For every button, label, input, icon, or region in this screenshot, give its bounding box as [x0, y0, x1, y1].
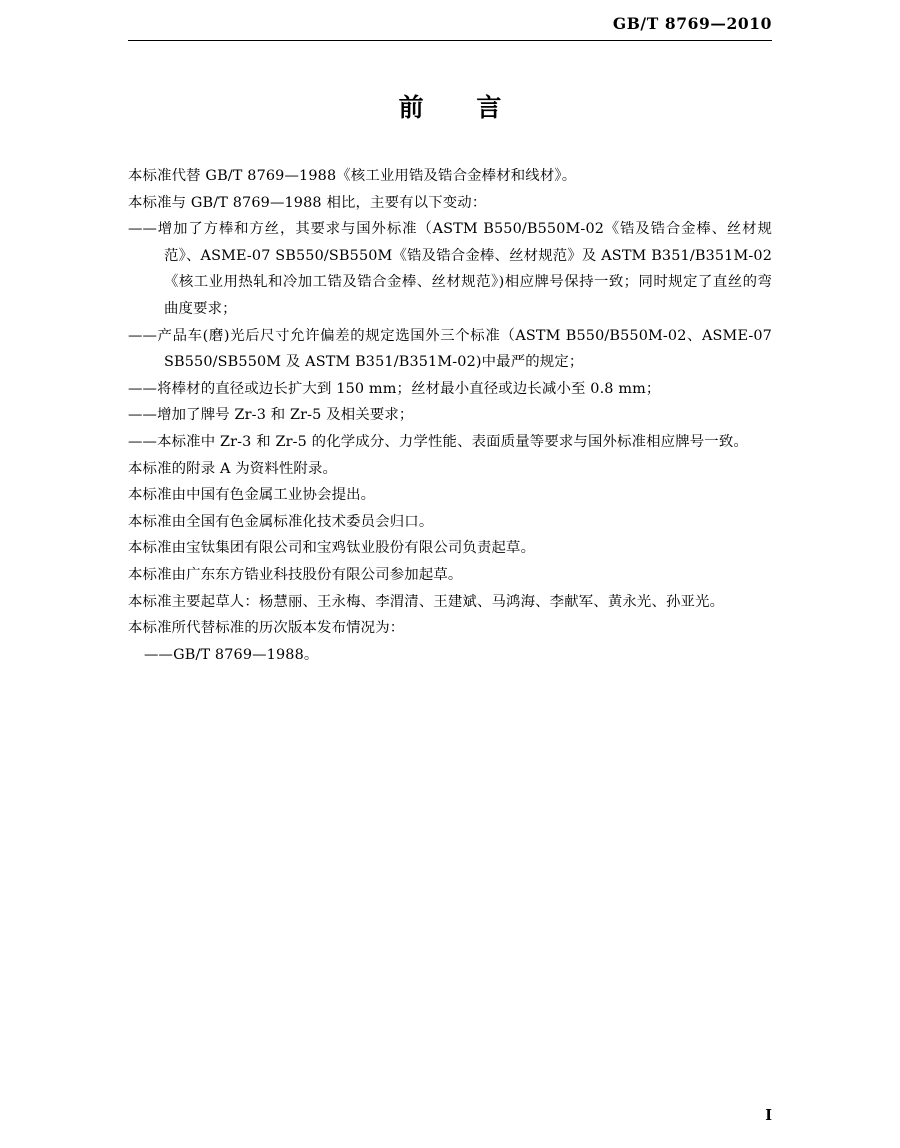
foreword-paragraph: ——GB/T 8769—1988。: [144, 646, 319, 663]
page-number: I: [765, 1107, 772, 1124]
foreword-paragraph: 本标准主要起草人：杨慧丽、王永梅、李渭清、王建斌、马鸿海、李献军、黄永光、孙亚光。: [128, 593, 725, 610]
foreword-paragraph: 本标准所代替标准的历次版本发布情况为：: [128, 620, 405, 637]
foreword-paragraph: 本标准与 GB/T 8769—1988 相比，主要有以下变动：: [128, 194, 487, 211]
foreword-paragraph: 本标准由全国有色金属标准化技术委员会归口。: [128, 513, 434, 530]
header-divider: [128, 40, 772, 41]
foreword-paragraph: ——产品车(磨)光后尺寸允许偏差的规定选国外三个标准（ASTM B550/B550M-02、ASME-07 SB550/SB550M 及 ASTM B351/B351M-02)中最严的规定；: [128, 327, 772, 371]
foreword-paragraph: ——增加了方棒和方丝，其要求与国外标准（ASTM B550/B550M-02《锆及锆合金棒、丝材规范》、ASME-07 SB550/SB550M《锆及锆合金棒、丝材规范》及 ASTM B351/B351M-02《核工业用热轧和冷加工锆及锆合金棒、丝材规范》)相应牌号保持一致；同时规定了直丝的弯曲度要求；: [128, 221, 772, 317]
standard-number: GB/T 8769—2010: [612, 14, 772, 33]
foreword-body: [128, 163, 772, 668]
foreword-paragraph: 本标准由宝钛集团有限公司和宝鸡钛业股份有限公司负责起草。: [128, 540, 536, 557]
page-title: 前 言: [398, 93, 524, 122]
foreword-paragraph: 本标准代替 GB/T 8769—1988《核工业用锆及锆合金棒材和线材》。: [128, 168, 577, 184]
foreword-paragraph: ——本标准中 Zr-3 和 Zr-5 的化学成分、力学性能、表面质量等要求与国外标准相应牌号一致。: [128, 433, 748, 450]
foreword-paragraph: 本标准的附录 A 为资料性附录。: [128, 460, 338, 477]
foreword-paragraph: ——增加了牌号 Zr-3 和 Zr-5 及相关要求；: [128, 407, 414, 424]
foreword-paragraph: 本标准由广东东方锆业科技股份有限公司参加起草。: [128, 566, 463, 583]
foreword-paragraph: ——将棒材的直径或边长扩大到 150 mm；丝材最小直径或边长减小至 0.8 mm；: [128, 380, 661, 397]
foreword-paragraph: 本标准由中国有色金属工业协会提出。: [128, 487, 376, 504]
page-header: [128, 14, 772, 44]
